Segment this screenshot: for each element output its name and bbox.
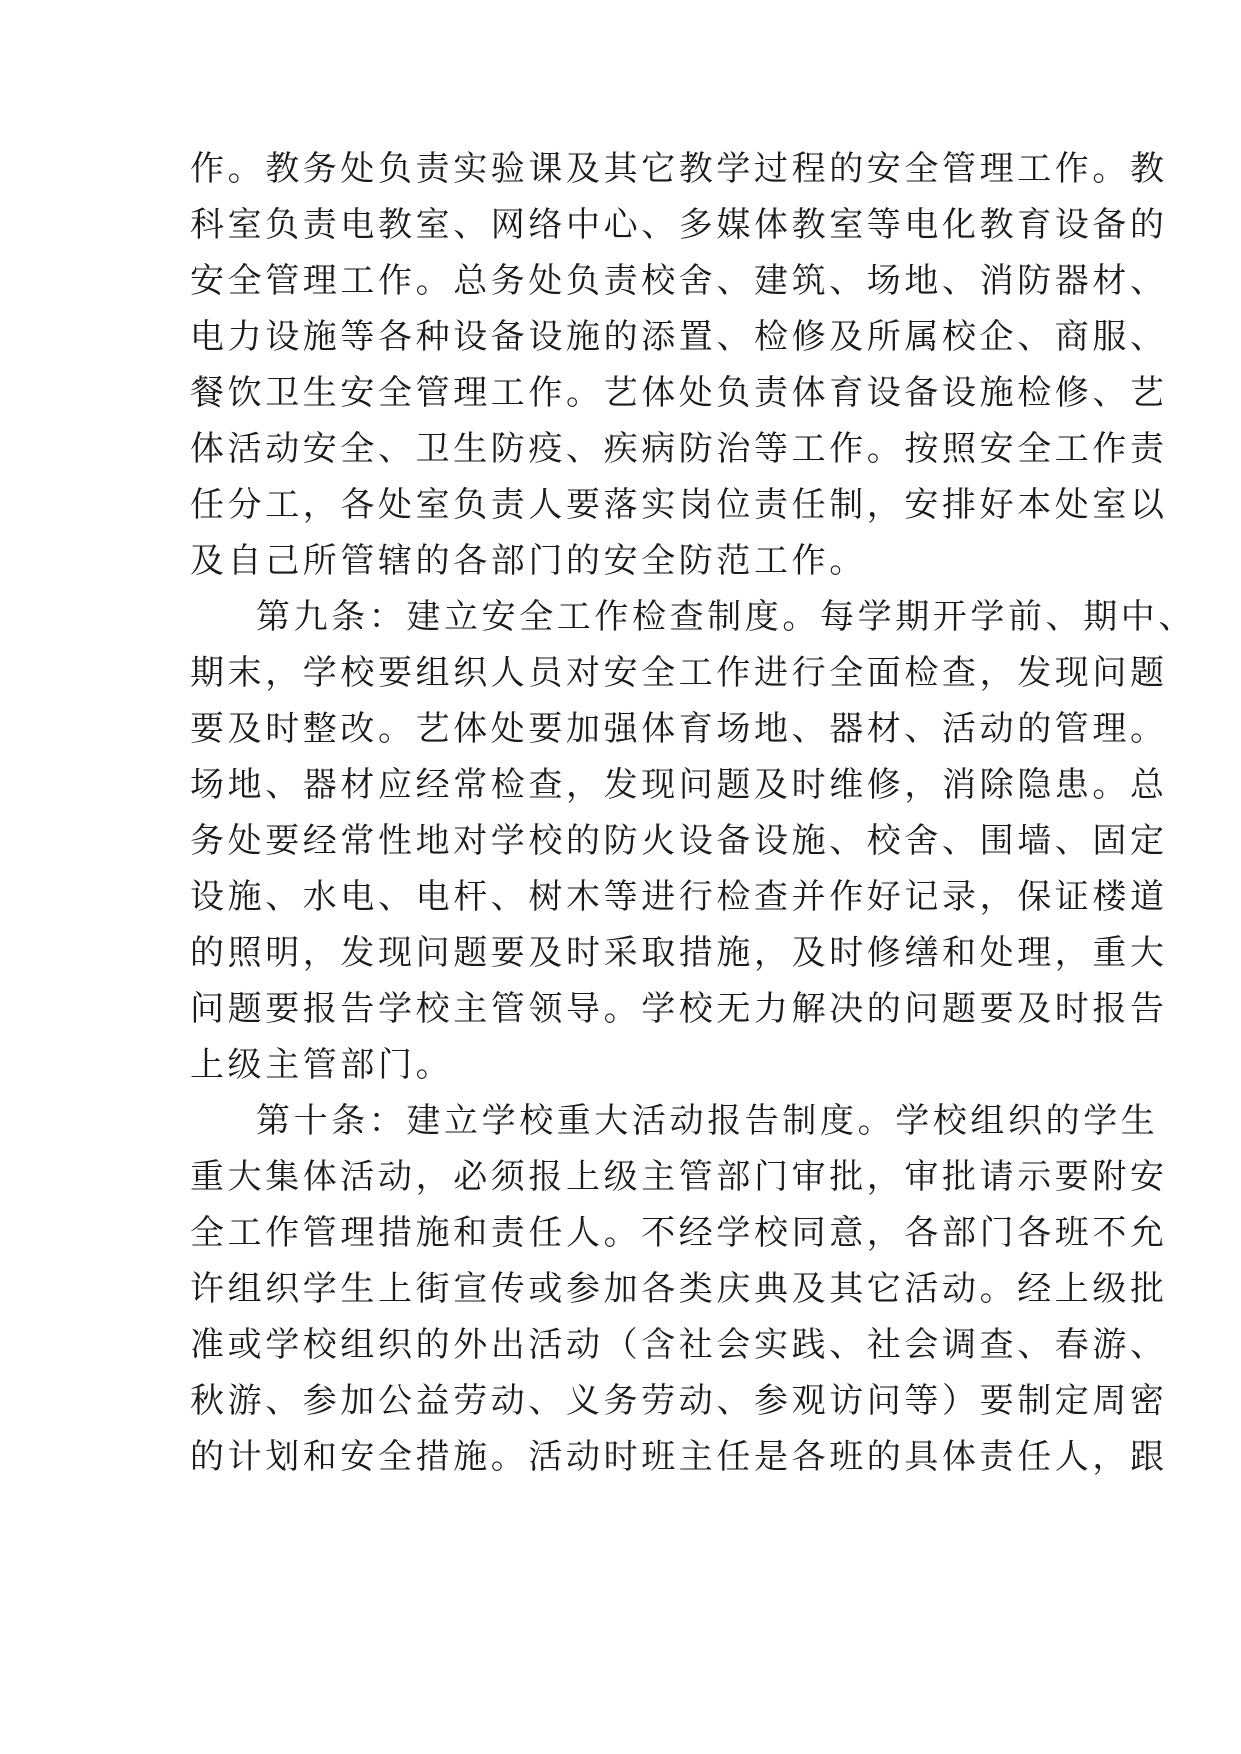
text-line: 餐饮卫生安全管理工作。艺体处负责体育设备设施检修、艺 xyxy=(190,373,1168,413)
text-line: 的计划和安全措施。活动时班主任是各班的具体责任人，跟 xyxy=(190,1437,1168,1477)
text-line: 的照明，发现问题要及时采取措施，及时修缮和处理，重大 xyxy=(190,933,1168,973)
text-line: 设施、水电、电杆、树木等进行检查并作好记录，保证楼道 xyxy=(190,877,1168,917)
text-line: 全工作管理措施和责任人。不经学校同意，各部门各班不允 xyxy=(190,1213,1168,1253)
text-line: 期末，学校要组织人员对安全工作进行全面检查，发现问题 xyxy=(190,653,1168,693)
text-line: 许组织学生上街宣传或参加各类庆典及其它活动。经上级批 xyxy=(190,1269,1168,1309)
text-line: 准或学校组织的外出活动（含社会实践、社会调查、春游、 xyxy=(190,1325,1168,1365)
text-line: 作。教务处负责实验课及其它教学过程的安全管理工作。教 xyxy=(190,149,1168,189)
text-line: 科室负责电教室、网络中心、多媒体教室等电化教育设备的 xyxy=(190,205,1168,245)
text-line: 电力设施等各种设备设施的添置、检修及所属校企、商服、 xyxy=(190,317,1168,357)
text-line: 及自己所管辖的各部门的安全防范工作。 xyxy=(190,541,867,581)
article-9-first-line: 第九条：建立安全工作检查制度。每学期开学前、期中、 xyxy=(256,597,1196,637)
text-line: 场地、器材应经常检查，发现问题及时维修，消除隐患。总 xyxy=(190,765,1168,805)
text-line: 问题要报告学校主管领导。学校无力解决的问题要及时报告 xyxy=(190,989,1168,1029)
text-line: 重大集体活动，必须报上级主管部门审批，审批请示要附安 xyxy=(190,1157,1168,1197)
text-line: 秋游、参加公益劳动、义务劳动、参观访问等）要制定周密 xyxy=(190,1381,1168,1421)
article-10-first-line: 第十条：建立学校重大活动报告制度。学校组织的学生 xyxy=(256,1101,1159,1141)
text-line: 体活动安全、卫生防疫、疾病防治等工作。按照安全工作责 xyxy=(190,429,1168,469)
text-line: 要及时整改。艺体处要加强体育场地、器材、活动的管理。 xyxy=(190,709,1168,749)
text-line: 务处要经常性地对学校的防火设备设施、校舍、围墙、固定 xyxy=(190,821,1168,861)
text-line: 上级主管部门。 xyxy=(190,1045,454,1085)
text-line: 任分工，各处室负责人要落实岗位责任制，安排好本处室以 xyxy=(190,485,1168,525)
text-line: 安全管理工作。总务处负责校舍、建筑、场地、消防器材、 xyxy=(190,261,1168,301)
